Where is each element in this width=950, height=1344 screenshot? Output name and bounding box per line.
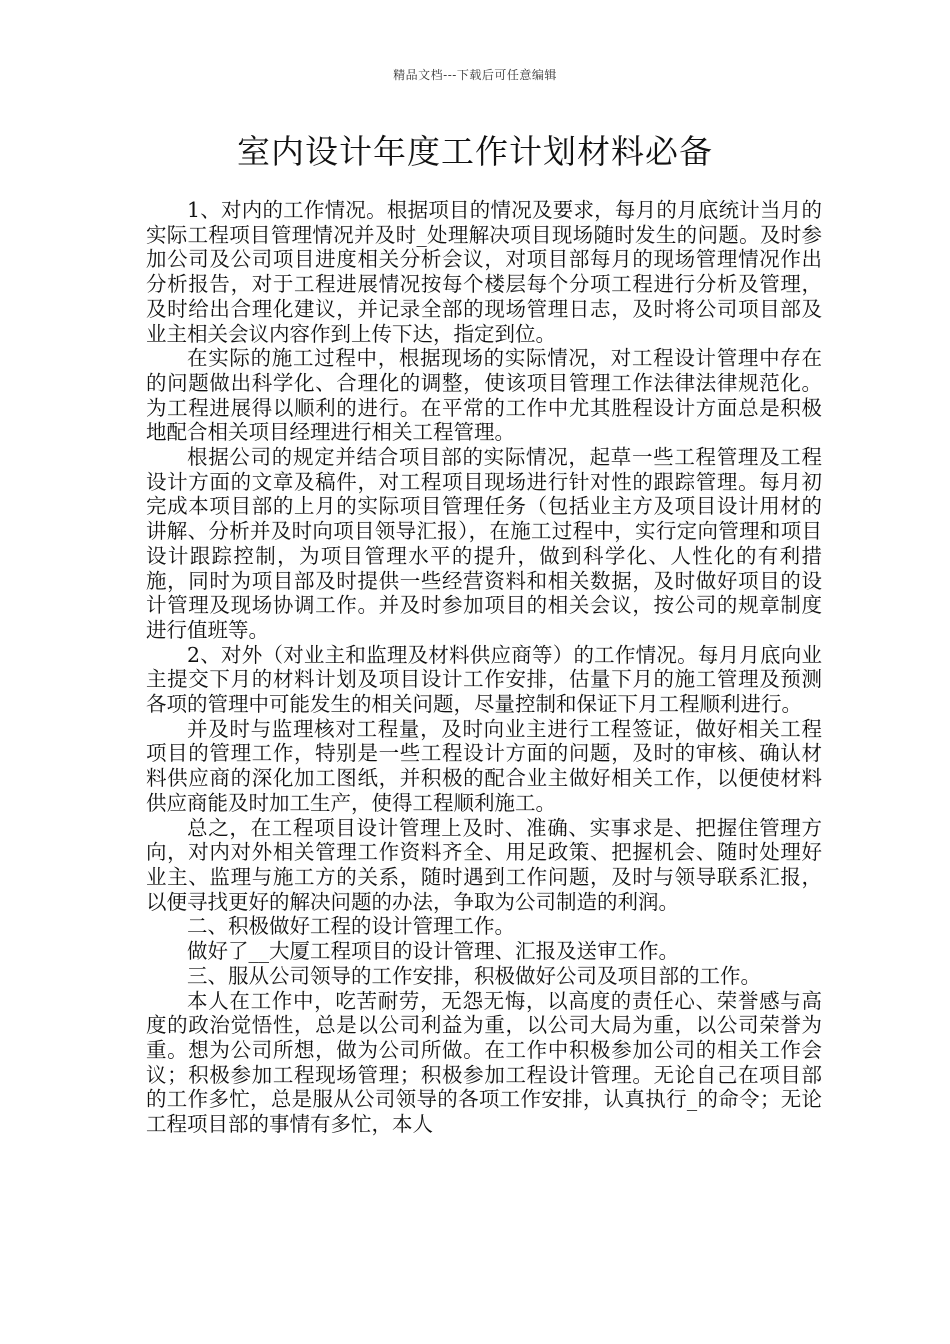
paragraph-8: 做好了__大厦工程项目的设计管理、汇报及送审工作。 [187,939,679,964]
paragraph-7: 二、积极做好工程的设计管理工作。 [187,914,515,939]
document-body [146,198,822,1137]
paragraph-9: 三、服从公司领导的工作安排，积极做好公司及项目部的工作。 [187,963,761,988]
paragraph-3: 根据公司的规定并结合项目部的实际情况，起草一些工程管理及工程设计方面的文章及稿件，对工程项目现场进行针对性的跟踪管理。每月初完成本项目部的上月的实际项目管理任务（包括业主方及项目设计用材的讲解、分析并及时向项目领导汇报），在施工过程中，实行定向管理和项目设计跟踪控制，为项目管理水平的提升，做到科学化、人性化的有利措施，同时为项目部及时提供一些经营资料和相关数据，及时做好项目的设计管理及现场协调工作。并及时参加项目的相关会议，按公司的规章制度进行值班等。 [146,445,822,642]
paragraph-4: 2、对外（对业主和监理及材料供应商等）的工作情况。每月月底向业主提交下月的材料计划及项目设计工作安排，估量下月的施工管理及预测各项的管理中可能发生的相关问题，尽量控制和保证下月工程顺利进行。 [146,642,822,717]
paragraph-1: 1、对内的工作情况。根据项目的情况及要求，每月的月底统计当月的实际工程项目管理情况并及时_处理解决项目现场随时发生的问题。及时参加公司及公司项目进度相关分析会议，对项目部每月的现场管理情况作出分析报告，对于工程进展情况按每个楼层每个分项工程进行分析及管理，及时给出合理化建议，并记录全部的现场管理日志，及时将公司项目部及业主相关会议内容作到上传下达，指定到位。 [146,198,822,346]
header-note: 精品文档---下载后可任意编辑 [393,68,557,82]
paragraph-5: 并及时与监理核对工程量，及时向业主进行工程签证，做好相关工程项目的管理工作，特别是一些工程设计方面的问题，及时的审核、确认材料供应商的深化加工图纸，并积极的配合业主做好相关工作，以便使材料供应商能及时加工生产，使得工程顺利施工。 [146,716,822,815]
paragraph-2: 在实际的施工过程中，根据现场的实际情况，对工程设计管理中存在的问题做出科学化、合理化的调整，使该项目管理工作法律法律规范化。为工程进展得以顺利的进行。在平常的工作中尤其胜程设计方面总是积极地配合相关项目经理进行相关工程管理。 [146,346,822,445]
document-title: 室内设计年度工作计划材料必备 [237,132,713,171]
paragraph-10: 本人在工作中，吃苦耐劳，无怨无悔，以高度的责任心、荣誉感与高度的政治觉悟性，总是以公司利益为重，以公司大局为重，以公司荣誉为重。想为公司所想，做为公司所做。在工作中积极参加公司的相关工作会议；积极参加工程现场管理；积极参加工程设计管理。无论自己在项目部的工作多忙，总是服从公司领导的各项工作安排，认真执行_的命令；无论工程项目部的事情有多忙，本人 [146,988,822,1137]
paragraph-6: 总之，在工程项目设计管理上及时、准确、实事求是、把握住管理方向，对内对外相关管理工作资料齐全、用足政策、把握机会、随时处理好业主、监理与施工方的关系，随时遇到工作问题，及时与领导联系汇报，以便寻找更好的解决问题的办法，争取为公司制造的利润。 [146,815,822,914]
